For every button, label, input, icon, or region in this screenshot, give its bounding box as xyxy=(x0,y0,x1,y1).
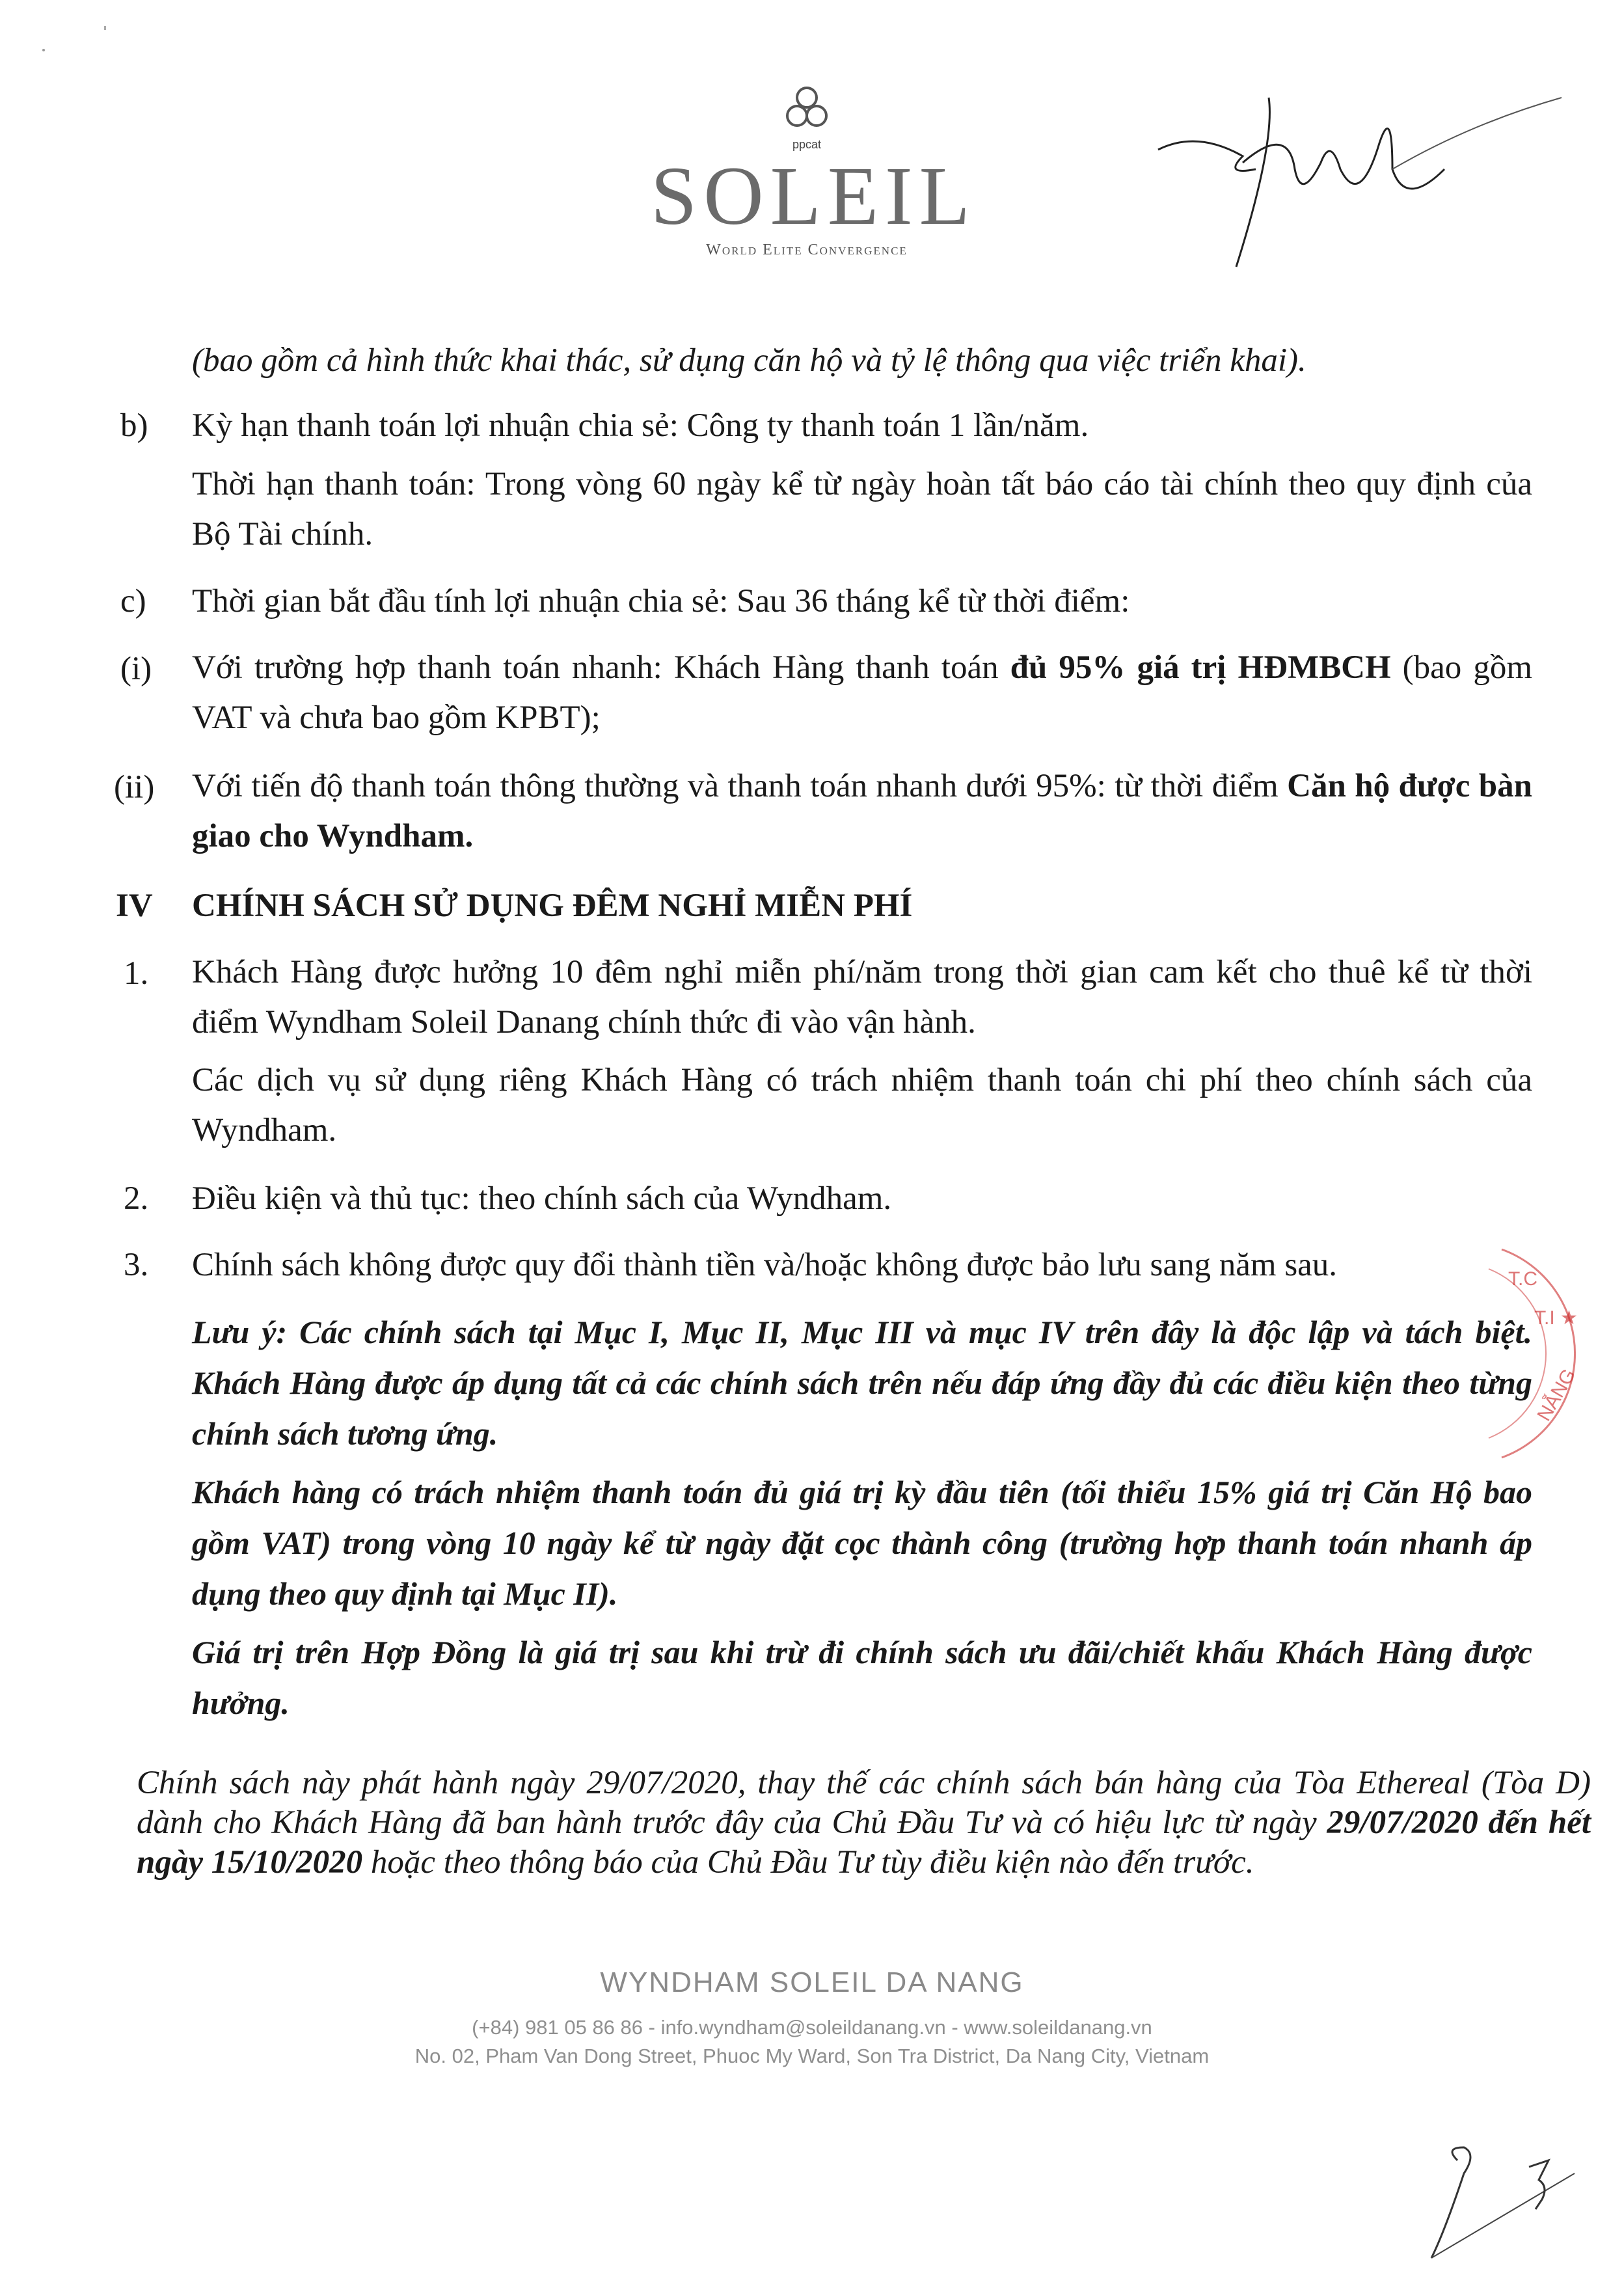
company-stamp xyxy=(1463,1246,1612,1461)
num-1-label: 1. xyxy=(124,955,149,992)
section-iv-title: CHÍNH SÁCH SỬ DỤNG ĐÊM NGHỈ MIỄN PHÍ xyxy=(192,888,913,924)
signature-icon xyxy=(1145,72,1575,280)
note-3: Giá trị trên Hợp Đồng là giá trị sau khi trừ đi chính sách ưu đãi/chiết khấu Khách Hàng được hưởng. xyxy=(192,1634,1532,1721)
logo-brand: SOLEIL xyxy=(651,150,977,242)
item-b-label: b) xyxy=(120,407,148,444)
scan-speck xyxy=(104,26,106,30)
item-ii-text xyxy=(192,761,1532,862)
item-b-line2: Thời hạn thanh toán: Trong vòng 60 ngày kể từ ngày hoàn tất báo cáo tài chính theo quy định của Bộ Tài chính. xyxy=(192,466,1532,552)
footer-contact: (+84) 981 05 86 86 - info.wyndham@soleildanang.vn - www.soleildanang.vn xyxy=(472,2016,1152,2039)
svg-text:NẴNG: NẴNG xyxy=(1533,1365,1580,1425)
item-i-text xyxy=(192,643,1532,743)
closing-pre: Chính sách này phát hành ngày 29/07/2020, thay thế các chính sách bán hàng của Tòa Ethereal (Tòa D) dành cho Khách Hàng đã ban hành trước đây của Chủ Đầu Tư và có hiệu lực từ ngày xyxy=(137,1765,1591,1841)
logo-tagline: World Elite Convergence xyxy=(706,241,908,258)
num-3-line: Chính sách không được quy đổi thành tiền và/hoặc không được bảo lưu sang năm sau. xyxy=(192,1247,1338,1283)
svg-text:T.C: T.C xyxy=(1508,1268,1537,1290)
item-i-pre: Với trường hợp thanh toán nhanh: Khách Hàng thanh toán xyxy=(192,649,1010,686)
note-2: Khách hàng có trách nhiệm thanh toán đủ giá trị kỳ đầu tiên (tối thiểu 15% giá trị Căn Hộ bao gồm VAT) trong vòng 10 ngày kể từ ngày đặt cọc thành công (trường hợp thanh toán nhanh áp dụng theo quy định tại Mục II). xyxy=(192,1474,1532,1612)
item-c-line: Thời gian bắt đầu tính lợi nhuận chia sẻ: Sau 36 tháng kể từ thời điểm: xyxy=(192,583,1130,619)
trefoil-logo-icon xyxy=(784,85,830,137)
svg-text:T.I ★: T.I ★ xyxy=(1534,1307,1578,1329)
closing-date-end: 15/10/2020 xyxy=(211,1844,363,1881)
item-ii-bold: Căn hộ được bàn giao cho Wyndham xyxy=(192,768,1532,854)
footer xyxy=(0,1966,1624,2068)
closing-paragraph xyxy=(137,1763,1591,1883)
scan-speck xyxy=(42,49,45,51)
num-2-label: 2. xyxy=(124,1180,149,1217)
num-1-line2: Các dịch vụ sử dụng riêng Khách Hàng có trách nhiệm thanh toán chi phí theo chính sách của Wyndham. xyxy=(192,1062,1532,1149)
item-i-bold: đủ 95% giá trị HĐMBCH xyxy=(1010,649,1391,686)
item-c-label: c) xyxy=(120,583,146,619)
closing-post: hoặc theo thông báo của Chủ Đầu Tư tùy điều kiện nào đến trước. xyxy=(362,1844,1254,1881)
soleil-logo xyxy=(651,85,977,259)
intro-line: (bao gồm cả hình thức khai thác, sử dụng căn hộ và tỷ lệ thông qua việc triển khai). xyxy=(192,342,1306,379)
num-3-label: 3. xyxy=(124,1247,149,1283)
note-1: Lưu ý: Các chính sách tại Mục I, Mục II, Mục III và mục IV trên đây là độc lập và tách biệt. Khách Hàng được áp dụng tất cả các chính sách trên nếu đáp ứng đầy đủ các điều kiện theo từng chính sách tương ứng. xyxy=(192,1314,1532,1452)
closing-date-start: 29/07/2020 xyxy=(1327,1804,1478,1841)
item-ii-label: (ii) xyxy=(114,769,155,806)
num-2-line: Điều kiện và thủ tục: theo chính sách của Wyndham. xyxy=(192,1180,892,1217)
item-i-post: (bao gồm VAT và chưa bao gồm KPBT); xyxy=(192,649,1532,736)
logo-brand-small: ppcat xyxy=(792,138,822,151)
initials-signature-icon xyxy=(1418,2134,1588,2264)
stamp-circle-icon xyxy=(1463,1246,1612,1461)
num-1-line1: Khách Hàng được hưởng 10 đêm nghỉ miễn phí/năm trong thời gian cam kết cho thuê kể từ thời điểm Wyndham Soleil Danang chính thức đi vào vận hành. xyxy=(192,954,1532,1040)
closing-mid: đến hết ngày xyxy=(137,1804,1591,1881)
item-i-label: (i) xyxy=(120,651,152,687)
footer-address: No. 02, Pham Van Dong Street, Phuoc My Ward, Son Tra District, Da Nang City, Vietnam xyxy=(414,2045,1210,2067)
item-ii-post: . xyxy=(465,818,474,854)
item-b-line1: Kỳ hạn thanh toán lợi nhuận chia sẻ: Công ty thanh toán 1 lần/năm. xyxy=(192,407,1089,444)
item-ii-pre: Với tiến độ thanh toán thông thường và thanh toán nhanh dưới 95%: từ thời điểm xyxy=(192,768,1288,804)
footer-title: WYNDHAM SOLEIL DA NANG xyxy=(600,1966,1024,1998)
section-iv-label: IV xyxy=(116,888,153,924)
